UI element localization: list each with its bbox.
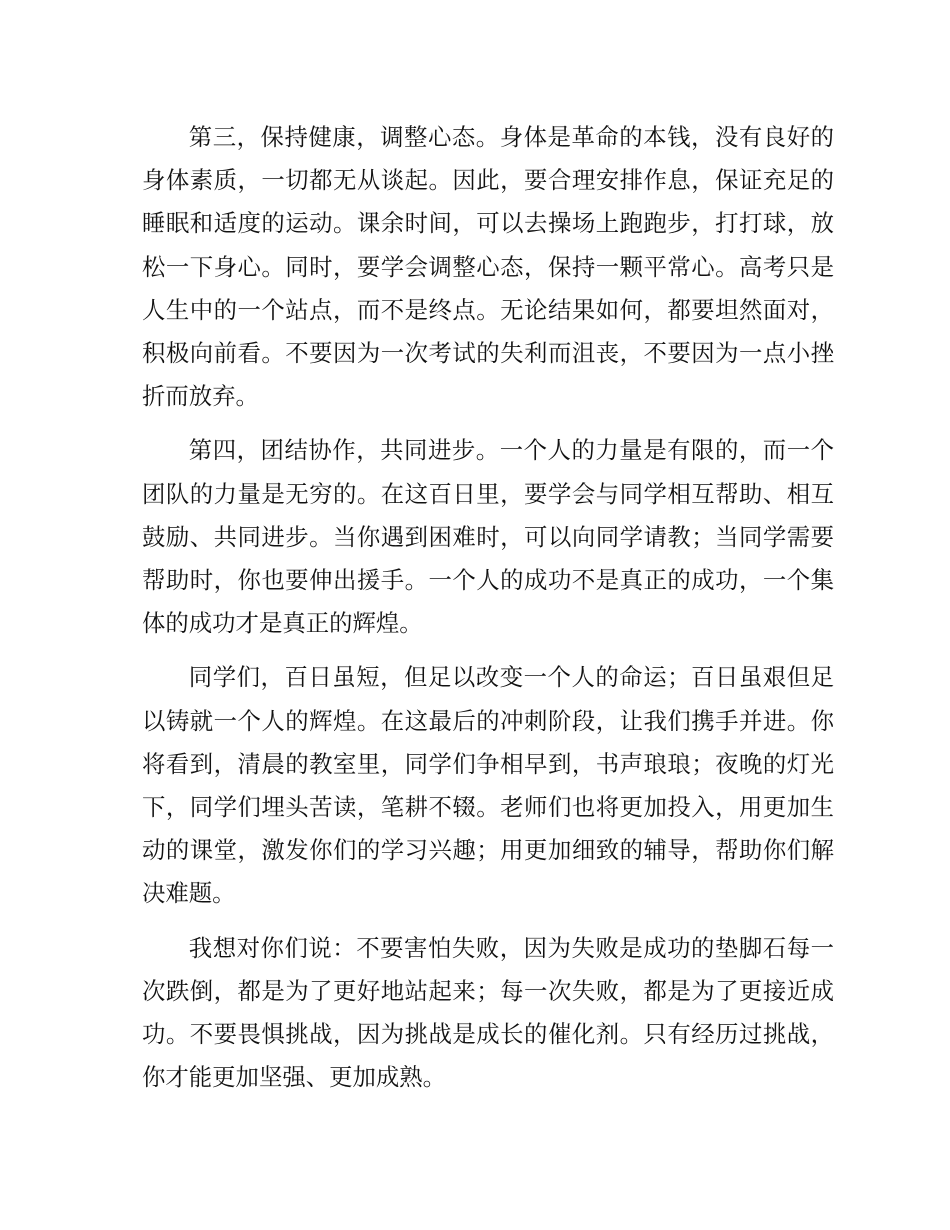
paragraph-failure: 我想对你们说：不要害怕失败，因为失败是成功的垫脚石每一次跌倒，都是为了更好地站起来；每一次失败，都是为了更接近成功。不要畏惧挑战，因为挑战是成长的催化剂。只有经历过挑战，你才能更加坚强、更加成熟。 xyxy=(142,933,834,1092)
paragraph-teamwork: 第四，团结协作，共同进步。一个人的力量是有限的，而一个团队的力量是无穷的。在这百日里，要学会与同学相互帮助、相互鼓励、共同进步。当你遇到困难时，可以向同学请教；当同学需要帮助时，你也要伸出援手。一个人的成功不是真正的成功，一个集体的成功才是真正的辉煌。 xyxy=(142,436,834,638)
paragraph-hundred-days: 同学们，百日虽短，但足以改变一个人的命运；百日虽艰但足以铸就一个人的辉煌。在这最后的冲刺阶段，让我们携手并进。你将看到，清晨的教室里，同学们争相早到，书声琅琅；夜晚的灯光下，同学们埋头苦读，笔耕不辍。老师们也将更加投入，用更加生动的课堂，激发你们的学习兴趣；用更加细致的辅导，帮助你们解决难题。 xyxy=(142,663,834,908)
paragraph-health: 第三，保持健康，调整心态。身体是革命的本钱，没有良好的身体素质，一切都无从谈起。因此，要合理安排作息，保证充足的睡眠和适度的运动。课余时间，可以去操场上跑跑步，打打球，放松一下身心。同时，要学会调整心态，保持一颗平常心。高考只是人生中的一个站点，而不是终点。无论结果如何，都要坦然面对，积极向前看。不要因为一次考试的失利而沮丧，不要因为一点小挫折而放弃。 xyxy=(142,123,834,411)
document-body xyxy=(142,116,834,1110)
